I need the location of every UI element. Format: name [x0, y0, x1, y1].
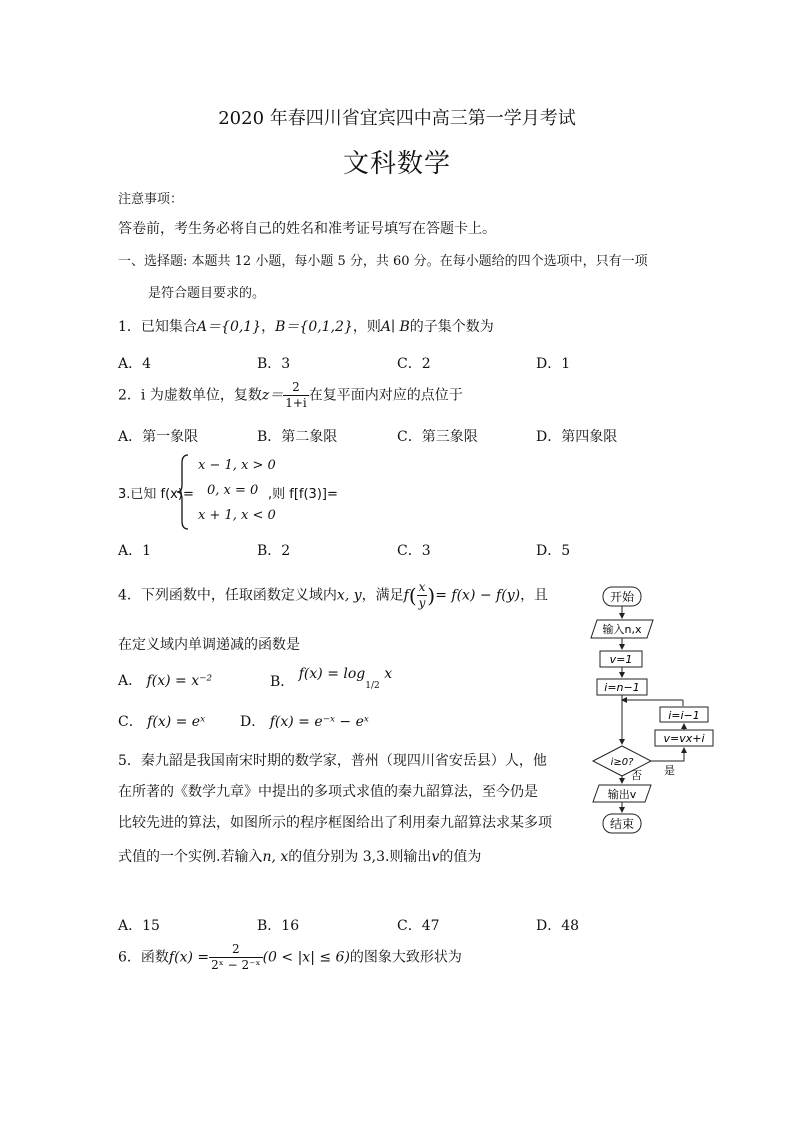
q6-fraction: [209, 942, 262, 973]
q5-option-a: A．15: [118, 918, 160, 934]
q2-num: 2: [283, 380, 309, 396]
q6-f: f(x) =: [168, 949, 210, 966]
flowchart: [585, 580, 735, 842]
q4-den: y: [418, 596, 426, 610]
question-6-stem: [118, 942, 462, 973]
q5-option-b: B．16: [257, 918, 300, 934]
q2-option-c: C．第三象限: [397, 429, 478, 445]
q3-option-b: B．2: [257, 543, 291, 559]
q3-case-3: x + 1, x < 0: [198, 508, 276, 523]
q1-sep: ，: [261, 319, 276, 335]
q4-cond-rest: = f(x) − f(y): [435, 587, 521, 604]
q2-option-d: D．第四象限: [536, 429, 618, 445]
q4-option-b-base: 1/2: [365, 681, 380, 691]
q5-option-d: D．48: [536, 918, 580, 934]
q4-option-b-arg: x: [384, 666, 393, 682]
q4-text-a: 4．下列函数中，任取函数定义域内: [118, 587, 337, 604]
question-4-stem: 4．下列函数中，任取函数定义域内x, y，满足f( $\frac{x}{y}$ )= f(x) − f(y)，且: [118, 580, 549, 610]
q3-text-a: 3.已知 f(x)=: [118, 487, 194, 502]
exam-title: 2020 年春四川省宜宾四中高三第一学月考试: [218, 108, 576, 129]
q4-fraction: [417, 580, 428, 611]
q6-text-b: 的图象大致形状为: [349, 949, 462, 966]
notice-text: 答卷前，考生务必将自己的姓名和准考证号填写在答题卡上。: [118, 221, 496, 237]
q3-option-a: A．1: [118, 543, 152, 559]
q5-v: v: [431, 849, 440, 865]
q3-case-1: x − 1, x > 0: [198, 458, 276, 473]
q3-text-b: ,则 f[f(3)]=: [268, 487, 338, 502]
q4-option-d-label: D．: [240, 714, 266, 730]
q1-text-a: 1．已知集合: [118, 319, 197, 335]
q4-f: f: [403, 587, 409, 604]
q1-option-b: B．3: [257, 356, 291, 372]
q2-option-a: A．第一象限: [118, 429, 199, 445]
q2-option-b: B．第二象限: [257, 429, 338, 445]
q6-den: 2ˣ − 2⁻ˣ: [211, 958, 261, 972]
q3-option-c: C．3: [397, 543, 431, 559]
flow-end-label: 结束: [609, 817, 635, 831]
q5-line-2: 在所著的《数学九章》中提出的多项式求值的秦九韶算法，至今仍是: [118, 784, 538, 800]
flow-init-i-label: i=n−1: [604, 681, 640, 694]
section-heading-line2: 是符合题目要求的。: [148, 286, 266, 301]
question-2-stem: [118, 380, 463, 411]
q2-den: 1+i: [285, 396, 307, 410]
q4-option-c: [118, 711, 205, 731]
q4-text-b: ，满足: [361, 587, 404, 604]
q4-option-d: [240, 711, 369, 731]
q4-option-a-label: A．: [118, 673, 143, 689]
q4-option-b-expr: f(x) = log: [298, 666, 366, 682]
q5-vars: n, x: [262, 849, 289, 865]
flow-decision-label: i≥0?: [610, 757, 634, 768]
flow-dec-i-label: i=i−1: [668, 709, 700, 722]
q5-text-b: 的值分别为 3,3.则输出: [288, 849, 432, 865]
q2-text-b: 在复平面内对应的点位于: [308, 387, 463, 404]
notice-label: 注意事项：: [118, 192, 184, 207]
q3-case-2: 0, x = 0: [207, 483, 259, 498]
flow-no-label: 否: [631, 769, 642, 782]
q2-text-a: 2．i 为虚数单位，复数: [118, 387, 262, 404]
question-1-stem: [118, 316, 494, 336]
flow-output-label: 输出v: [607, 788, 637, 801]
q2-fraction: [283, 380, 309, 411]
q1-option-c: C．2: [397, 356, 431, 372]
q1-text-c: 的子集个数为: [409, 319, 494, 335]
q6-num: 2: [209, 942, 262, 958]
q5-option-c: C．47: [397, 918, 440, 934]
q1-option-d: D．1: [536, 356, 571, 372]
q5-line-1: 5．秦九韶是我国南宋时期的数学家，普州（现四川省安岳县）人，他: [118, 753, 547, 769]
exam-subject: 文科数学: [342, 149, 451, 179]
q4-text-c: ，且: [520, 587, 549, 604]
q5-text-c: 的值为: [439, 849, 482, 865]
q4-option-d-expr: f(x) = e⁻ˣ − eˣ: [269, 714, 369, 730]
q4-option-a-expr: f(x) = x⁻²: [146, 673, 213, 689]
q4-option-c-label: C．: [118, 714, 143, 730]
flow-yes-label: 是: [664, 764, 675, 777]
q6-domain: (0 < |x| ≤ 6): [262, 949, 350, 966]
q4-line-2: 在定义域内单调递减的函数是: [118, 637, 300, 653]
q5-line-4: [118, 846, 481, 866]
flow-input-label: 输入n,x: [602, 623, 642, 636]
q4-option-b-label: B．: [270, 674, 295, 690]
q4-num: x: [418, 580, 426, 594]
q4-option-b: [270, 663, 393, 691]
q1-expr: A∣ B: [380, 319, 410, 335]
q1-set-b: B＝{0,1,2}: [275, 319, 353, 335]
q1-text-b: ，则: [352, 319, 381, 335]
q2-z: z＝: [261, 387, 284, 404]
q4-option-c-expr: f(x) = eˣ: [147, 714, 206, 730]
q5-text-a: 式值的一个实例.若输入: [118, 849, 263, 865]
flow-start-label: 开始: [609, 590, 635, 604]
flow-init-v-label: v=1: [609, 653, 633, 666]
q4-option-a: [118, 670, 212, 690]
q3-brace: [176, 453, 190, 531]
flow-update-v-label: v=vx+i: [663, 732, 705, 745]
section-heading-line1: 一、选择题: 本题共 12 小题，每小题 5 分，共 60 分。在每小题给的四个选项中，只有一项: [118, 254, 648, 269]
q1-option-a: A．4: [118, 356, 152, 372]
q4-vars: x, y: [336, 587, 362, 604]
q5-line-3: 比较先进的算法，如图所示的程序框图给出了利用秦九韶算法求某多项: [118, 815, 552, 831]
q1-set-a: A＝{0,1}: [196, 319, 262, 335]
q6-text-a: 6．函数: [118, 949, 169, 966]
q3-option-d: D．5: [536, 543, 571, 559]
